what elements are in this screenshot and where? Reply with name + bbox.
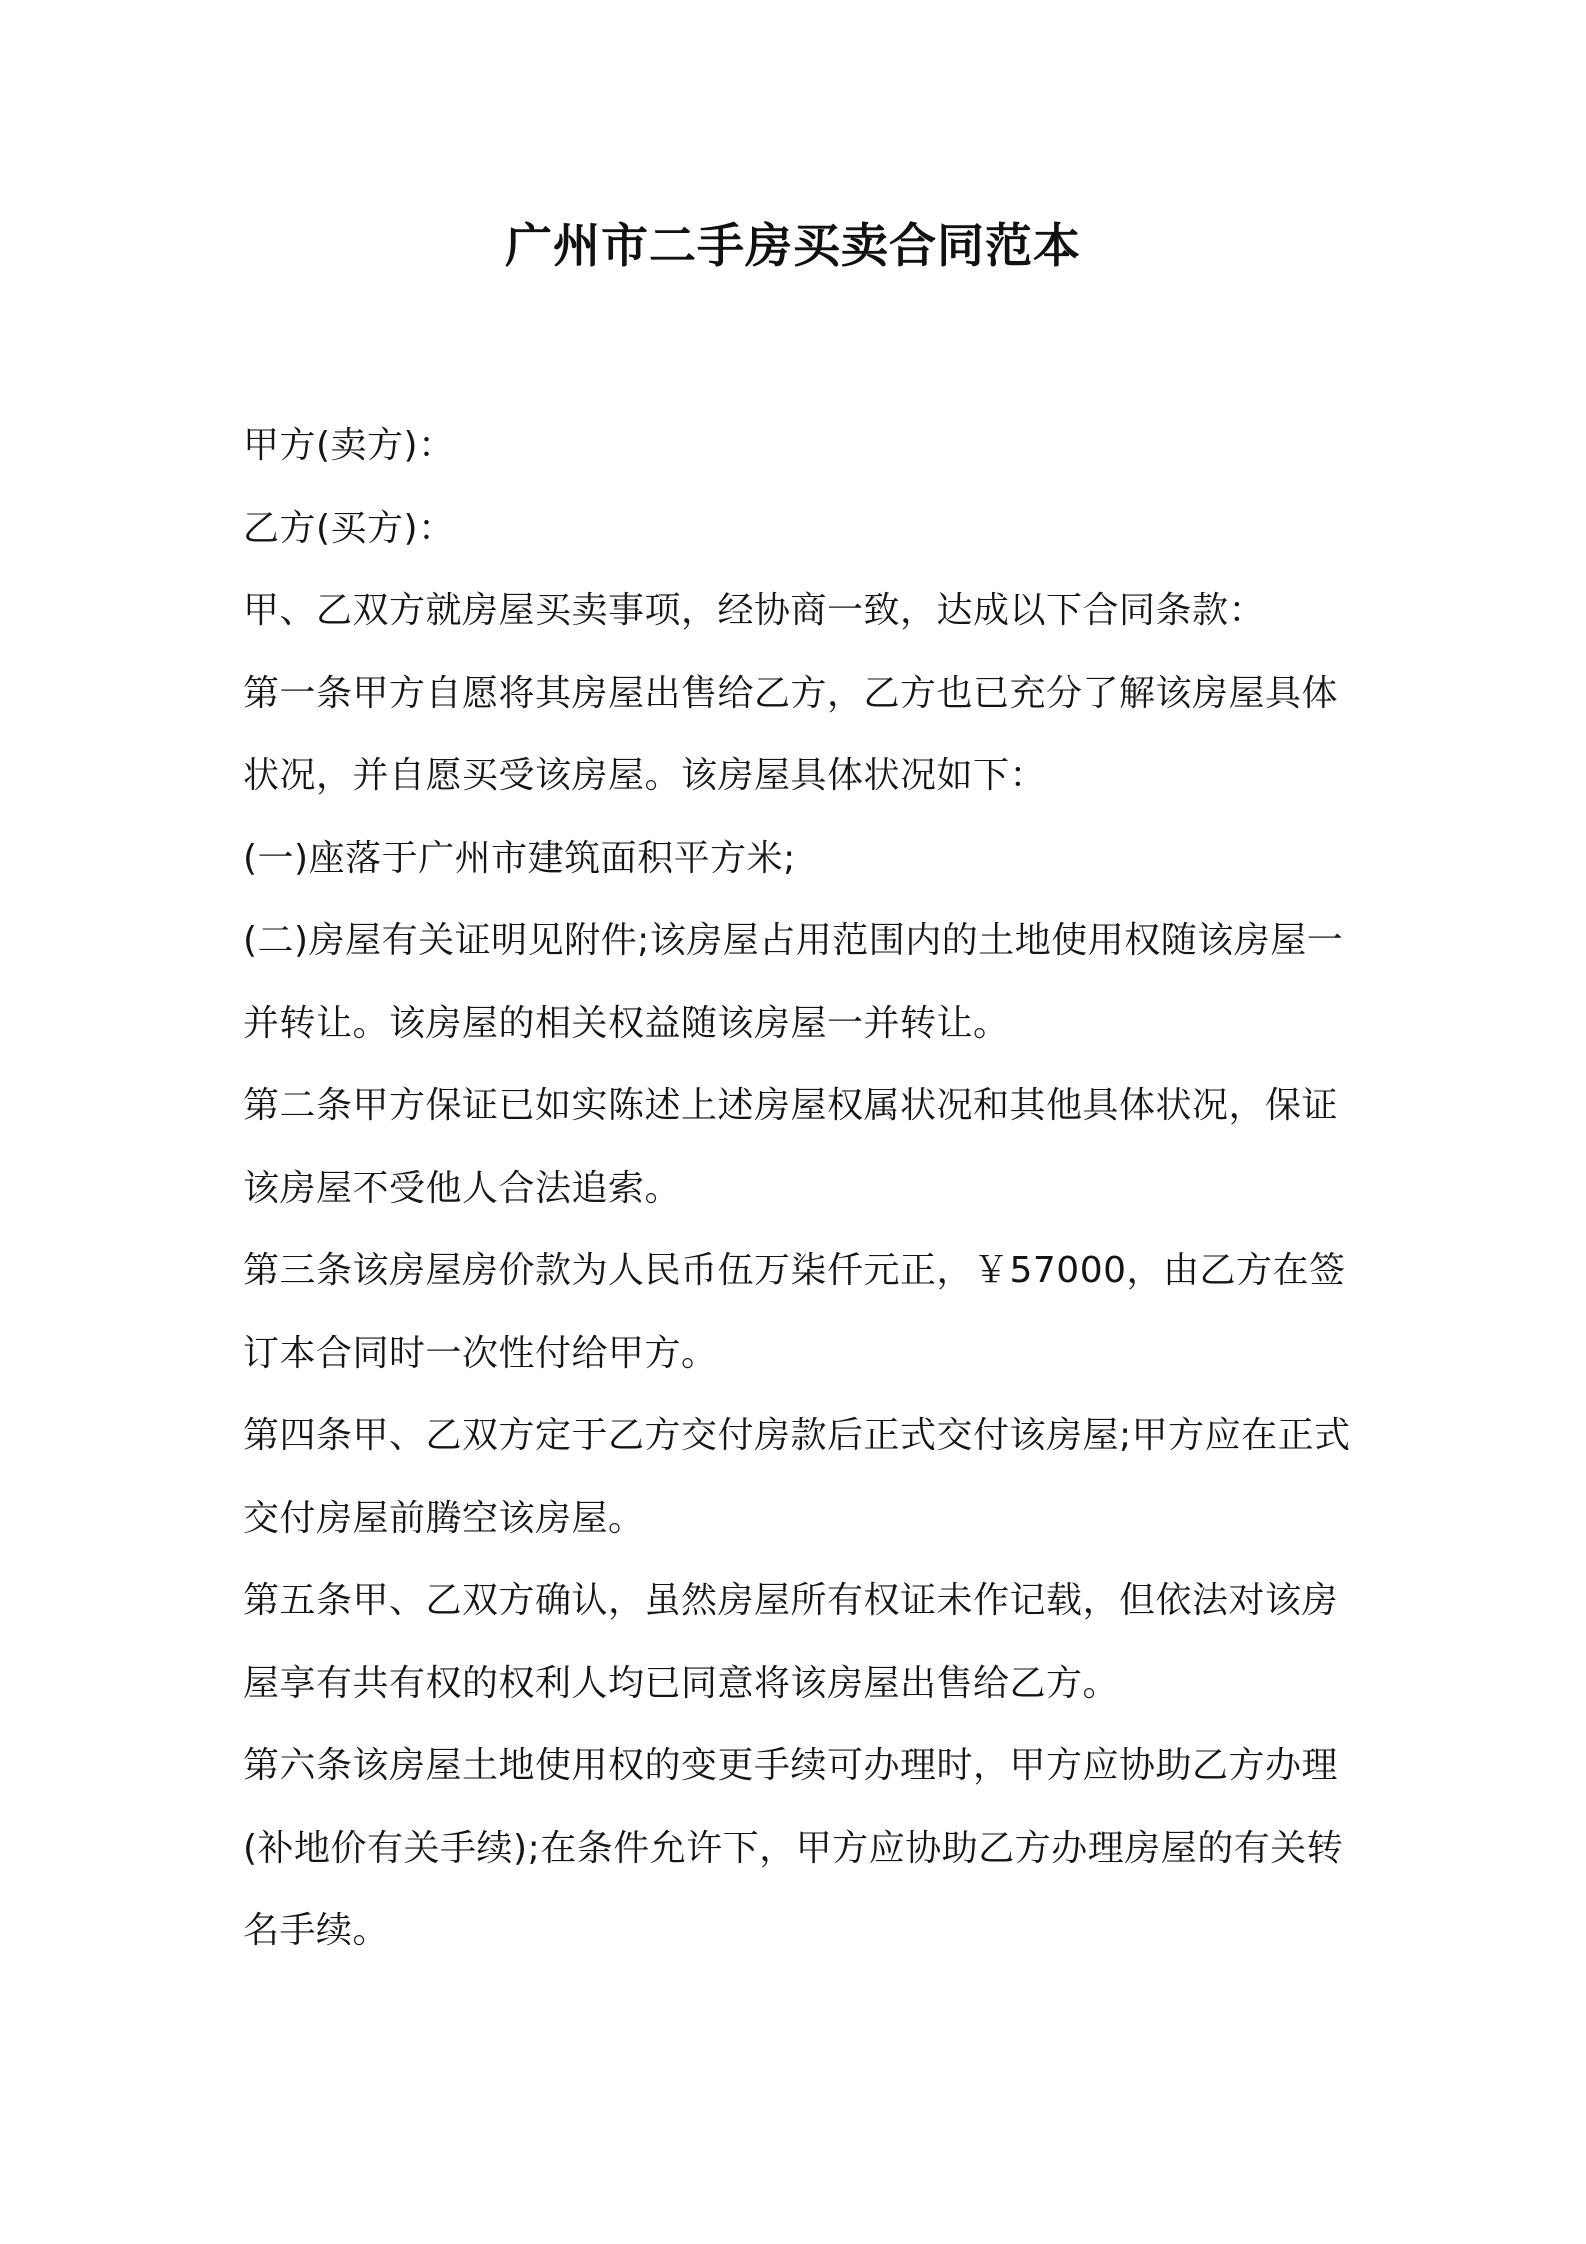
document-title: 广州市二手房买卖合同范本 xyxy=(505,219,1081,274)
party-a-line: 甲方(卖方)： xyxy=(243,425,455,466)
article-1-item-1: (一)座落于广州市建筑面积平方米; xyxy=(243,837,796,879)
document-body xyxy=(243,405,1361,1973)
article-1-item-2: (二)房屋有关证明见附件;该房屋占用范围内的土地使用权随该房屋一并转让。该房屋的相关权益随该房屋一并转让。 xyxy=(243,920,1344,1044)
preamble-paragraph: 甲、乙双方就房屋买卖事项，经协商一致，达成以下合同条款： xyxy=(243,590,1266,631)
article-1-paragraph: 第一条甲方自愿将其房屋出售给乙方，乙方也已充分了解该房屋具体状况，并自愿买受该房屋。该房屋具体状况如下： xyxy=(243,672,1339,796)
article-3-paragraph: 第三条该房屋房价款为人民币伍万柒仟元正，￥57000，由乙方在签订本合同时一次性付给甲方。 xyxy=(243,1250,1346,1374)
article-5-paragraph: 第五条甲、乙双方确认，虽然房屋所有权证未作记载，但依法对该房屋享有共有权的权利人均已同意将该房屋出售给乙方。 xyxy=(243,1580,1339,1704)
article-2-paragraph: 第二条甲方保证已如实陈述上述房屋权属状况和其他具体状况，保证该房屋不受他人合法追索。 xyxy=(243,1085,1339,1209)
article-6-paragraph: 第六条该房屋土地使用权的变更手续可办理时，甲方应协助乙方办理(补地价有关手续);在条件允许下，甲方应协助乙方办理房屋的有关转名手续。 xyxy=(243,1745,1344,1951)
article-4-paragraph: 第四条甲、乙双方定于乙方交付房款后正式交付该房屋;甲方应在正式交付房屋前腾空该房屋。 xyxy=(243,1415,1351,1539)
party-b-line: 乙方(买方)： xyxy=(243,507,455,549)
